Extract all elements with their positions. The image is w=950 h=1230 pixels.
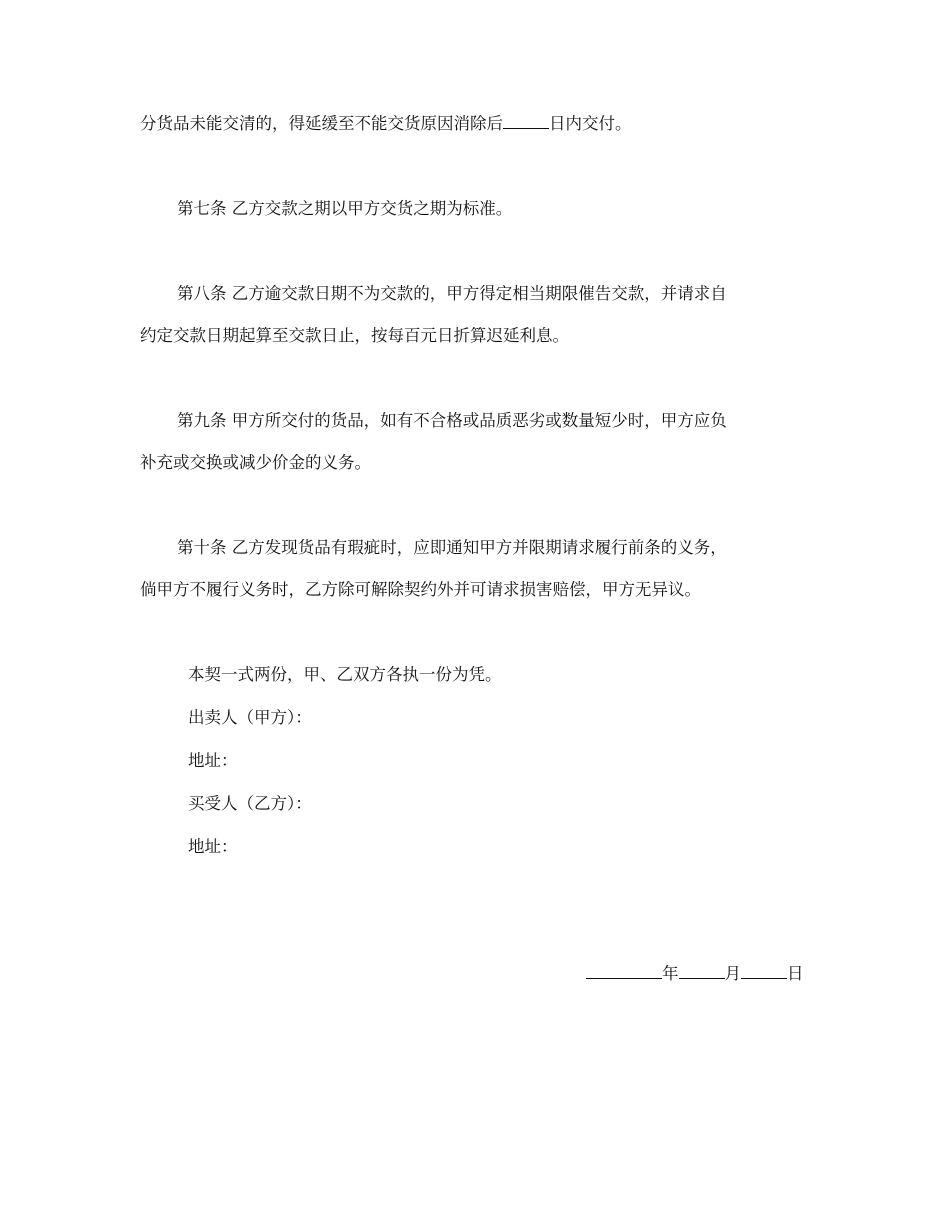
day-label: 日 — [787, 964, 804, 983]
continuation-text: 分货品未能交清的，得延缓至不能交货原因消除后 — [140, 114, 503, 133]
day-blank[interactable] — [741, 962, 787, 979]
year-blank[interactable] — [586, 962, 662, 979]
continuation-text-end: 日内交付。 — [549, 114, 632, 133]
continuation-line — [140, 112, 632, 136]
seller-address-label: 地址： — [188, 751, 238, 770]
article-10-line-2: 倘甲方不履行义务时，乙方除可解除契约外并可请求损害赔偿，甲方无异议。 — [140, 580, 701, 599]
article-8-line-1: 第八条 乙方逾交款日期不为交款的，甲方得定相当期限催告交款，并请求自 — [177, 284, 727, 303]
seller-label: 出卖人（甲方）： — [188, 708, 312, 727]
article-9-line-1: 第九条 甲方所交付的货品，如有不合格或品质恶劣或数量短少时，甲方应负 — [177, 411, 727, 430]
article-7-line-1: 第七条 乙方交款之期以甲方交货之期为标准。 — [177, 199, 513, 218]
copies-statement: 本契一式两份，甲、乙双方各执一份为凭。 — [188, 665, 502, 684]
article-8-line-2: 约定交款日期起算至交款日止，按每百元日折算迟延利息。 — [140, 326, 569, 345]
year-label: 年 — [662, 964, 679, 983]
article-9-line-2: 补充或交换或减少价金的义务。 — [140, 453, 371, 472]
days-blank[interactable] — [503, 112, 549, 129]
article-10-line-1: 第十条 乙方发现货品有瑕疵时，应即通知甲方并限期请求履行前条的义务， — [177, 538, 727, 557]
buyer-label: 买受人（乙方）： — [188, 794, 312, 813]
month-blank[interactable] — [679, 962, 725, 979]
month-label: 月 — [724, 964, 741, 983]
date-line — [586, 962, 804, 986]
buyer-address-label: 地址： — [188, 837, 238, 856]
